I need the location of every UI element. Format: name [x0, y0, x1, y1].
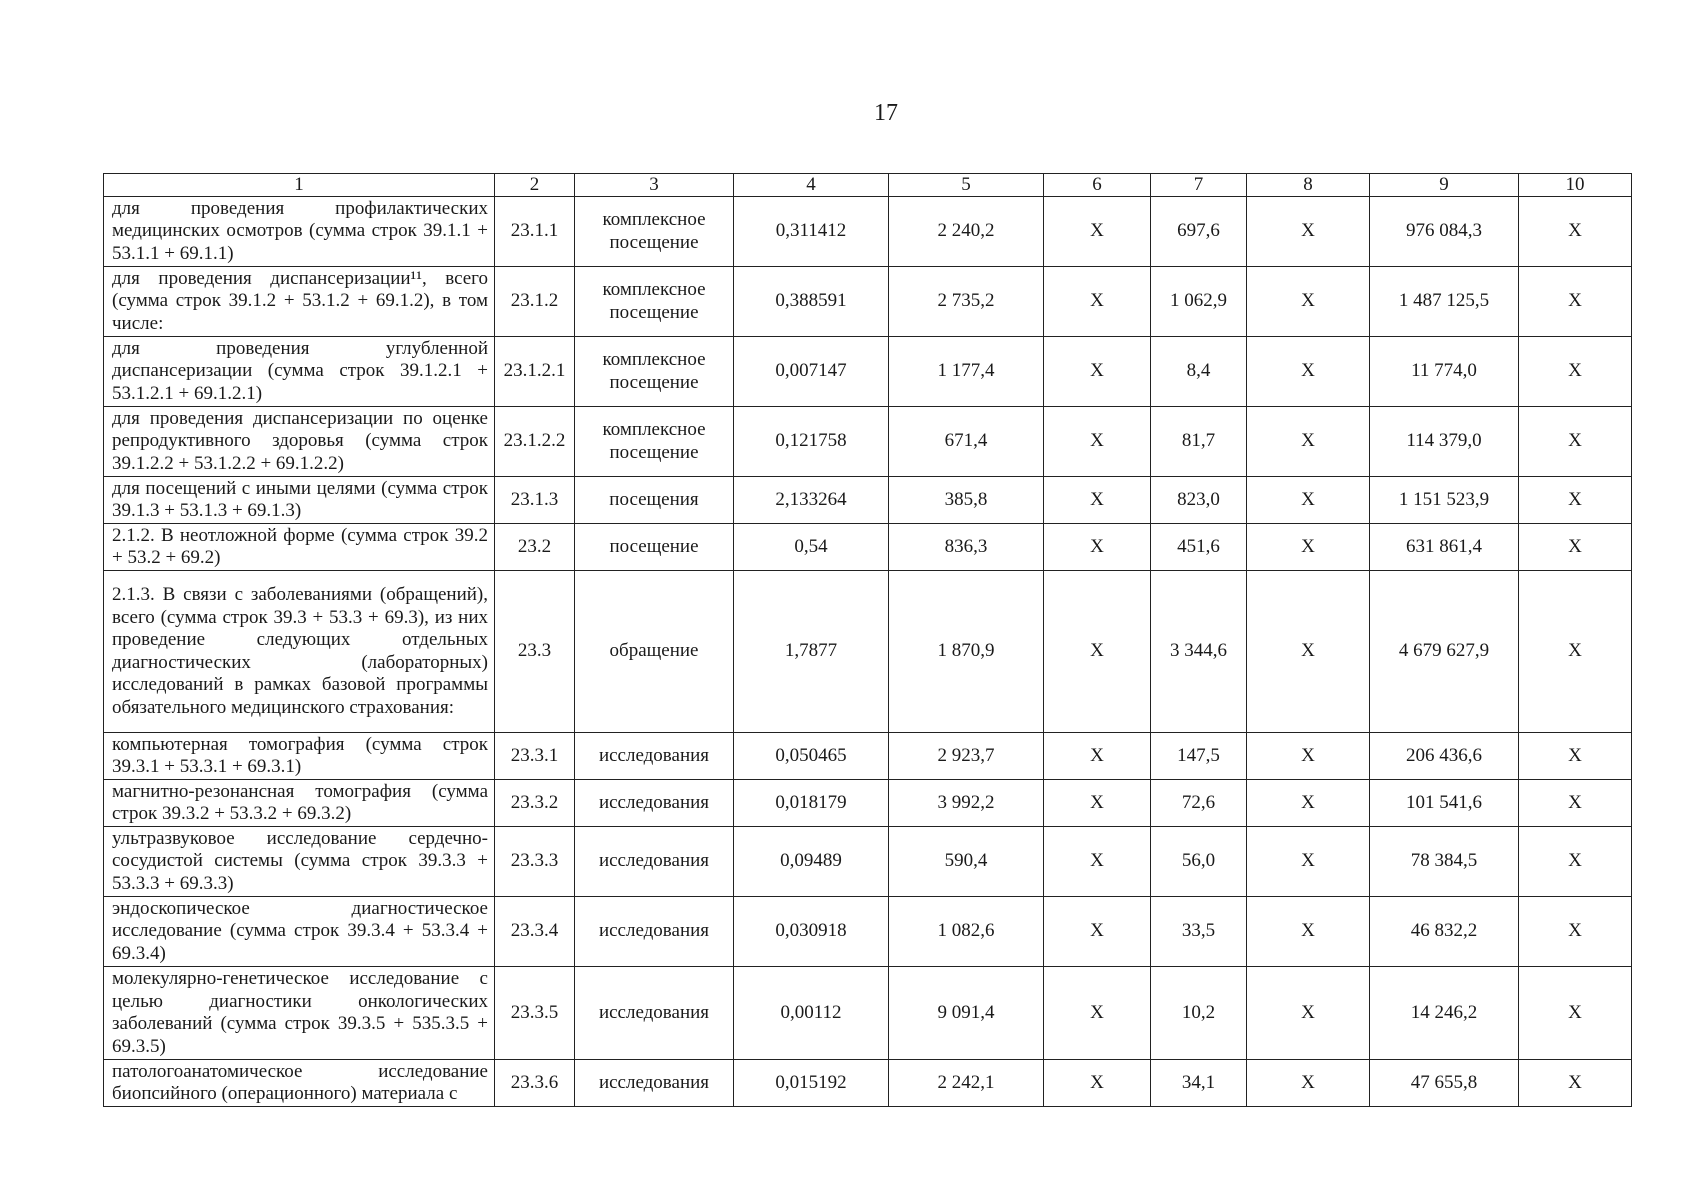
table-row [104, 733, 1632, 780]
table-row [104, 267, 1632, 337]
row-value-col6: X [1044, 827, 1151, 897]
row-description: магнитно-резонансная томография (сумма строк 39.3.2 + 53.3.2 + 69.3.2) [104, 780, 495, 827]
column-header: 9 [1370, 174, 1519, 197]
row-value-col7: 1 062,9 [1151, 267, 1247, 337]
row-value-col5: 2 735,2 [889, 267, 1044, 337]
row-value-col5: 671,4 [889, 407, 1044, 477]
row-value-col6: X [1044, 197, 1151, 267]
row-description: для посещений с иными целями (сумма строк 39.1.3 + 53.1.3 + 69.1.3) [104, 477, 495, 524]
row-number: 23.3.2 [495, 780, 575, 827]
row-value-col6: X [1044, 524, 1151, 571]
row-description: молекулярно-генетическое исследование с целью диагностики онкологических заболеваний (сумма строк 39.3.5 + 535.3.5 + 69.3.5) [104, 967, 495, 1060]
data-table [103, 173, 1632, 1107]
column-header: 5 [889, 174, 1044, 197]
row-value-col5: 590,4 [889, 827, 1044, 897]
row-value-col10: X [1519, 337, 1632, 407]
row-number: 23.2 [495, 524, 575, 571]
row-value-col4: 0,121758 [734, 407, 889, 477]
row-value-col7: 81,7 [1151, 407, 1247, 477]
row-value-col8: X [1247, 827, 1370, 897]
row-value-col10: X [1519, 477, 1632, 524]
row-value-col9: 114 379,0 [1370, 407, 1519, 477]
row-value-col8: X [1247, 897, 1370, 967]
row-value-col6: X [1044, 1060, 1151, 1107]
row-value-col4: 0,007147 [734, 337, 889, 407]
row-value-col9: 976 084,3 [1370, 197, 1519, 267]
row-value-col4: 0,09489 [734, 827, 889, 897]
row-value-col8: X [1247, 477, 1370, 524]
row-value-col5: 1 082,6 [889, 897, 1044, 967]
row-number: 23.3.5 [495, 967, 575, 1060]
row-value-col4: 0,018179 [734, 780, 889, 827]
row-value-col8: X [1247, 1060, 1370, 1107]
column-header: 7 [1151, 174, 1247, 197]
row-value-col8: X [1247, 407, 1370, 477]
row-value-col4: 0,030918 [734, 897, 889, 967]
row-value-col10: X [1519, 571, 1632, 733]
row-value-col5: 1 870,9 [889, 571, 1044, 733]
row-value-col8: X [1247, 197, 1370, 267]
row-value-col10: X [1519, 1060, 1632, 1107]
row-value-col9: 46 832,2 [1370, 897, 1519, 967]
row-value-col6: X [1044, 733, 1151, 780]
row-value-col6: X [1044, 967, 1151, 1060]
row-value-col9: 14 246,2 [1370, 967, 1519, 1060]
row-unit: исследования [575, 780, 734, 827]
row-value-col7: 34,1 [1151, 1060, 1247, 1107]
row-value-col10: X [1519, 897, 1632, 967]
row-number: 23.1.1 [495, 197, 575, 267]
row-value-col10: X [1519, 967, 1632, 1060]
row-value-col6: X [1044, 267, 1151, 337]
row-number: 23.3.3 [495, 827, 575, 897]
column-header: 2 [495, 174, 575, 197]
row-description: компьютерная томография (сумма строк 39.3.1 + 53.3.1 + 69.3.1) [104, 733, 495, 780]
row-value-col7: 10,2 [1151, 967, 1247, 1060]
row-value-col5: 2 242,1 [889, 1060, 1044, 1107]
table-row [104, 827, 1632, 897]
row-unit: исследования [575, 967, 734, 1060]
row-value-col4: 0,015192 [734, 1060, 889, 1107]
row-value-col4: 1,7877 [734, 571, 889, 733]
row-unit: посещения [575, 477, 734, 524]
row-value-col5: 3 992,2 [889, 780, 1044, 827]
row-value-col8: X [1247, 780, 1370, 827]
row-number: 23.3.1 [495, 733, 575, 780]
row-value-col4: 0,388591 [734, 267, 889, 337]
row-value-col5: 836,3 [889, 524, 1044, 571]
row-description: патологоанатомическое исследование биопсийного (операционного) материала с [104, 1060, 495, 1107]
row-value-col10: X [1519, 780, 1632, 827]
row-description: для проведения диспансеризации¹¹, всего (сумма строк 39.1.2 + 53.1.2 + 69.1.2), в том числе: [104, 267, 495, 337]
row-value-col9: 11 774,0 [1370, 337, 1519, 407]
row-unit: посещение [575, 524, 734, 571]
row-value-col5: 385,8 [889, 477, 1044, 524]
row-unit: исследования [575, 827, 734, 897]
row-unit: комплексное посещение [575, 197, 734, 267]
row-value-col4: 2,133264 [734, 477, 889, 524]
row-description: для проведения профилактических медицинских осмотров (сумма строк 39.1.1 + 53.1.1 + 69.1.1) [104, 197, 495, 267]
row-value-col4: 0,00112 [734, 967, 889, 1060]
row-value-col9: 1 487 125,5 [1370, 267, 1519, 337]
row-value-col7: 72,6 [1151, 780, 1247, 827]
row-description: эндоскопическое диагностическое исследование (сумма строк 39.3.4 + 53.3.4 + 69.3.4) [104, 897, 495, 967]
row-value-col10: X [1519, 407, 1632, 477]
row-value-col10: X [1519, 827, 1632, 897]
row-value-col9: 47 655,8 [1370, 1060, 1519, 1107]
table-row [104, 477, 1632, 524]
table-row [104, 967, 1632, 1060]
row-number: 23.3.6 [495, 1060, 575, 1107]
table-row [104, 337, 1632, 407]
row-value-col7: 8,4 [1151, 337, 1247, 407]
row-value-col8: X [1247, 524, 1370, 571]
row-value-col8: X [1247, 733, 1370, 780]
row-number: 23.1.2 [495, 267, 575, 337]
row-description: 2.1.3. В связи с заболеваниями (обращений), всего (сумма строк 39.3 + 53.3 + 69.3), из них проведение следующих отдельных диагностических (лабораторных) исследований в рамках базовой программы обязательного медицинского страхования: [104, 571, 495, 733]
row-unit: комплексное посещение [575, 407, 734, 477]
row-description: для проведения диспансеризации по оценке репродуктивного здоровья (сумма строк 39.1.2.2 + 53.1.2.2 + 69.1.2.2) [104, 407, 495, 477]
row-value-col7: 33,5 [1151, 897, 1247, 967]
row-value-col6: X [1044, 337, 1151, 407]
row-value-col5: 9 091,4 [889, 967, 1044, 1060]
row-value-col4: 0,311412 [734, 197, 889, 267]
row-value-col9: 78 384,5 [1370, 827, 1519, 897]
row-unit: исследования [575, 897, 734, 967]
page-number: 17 [874, 100, 898, 126]
row-unit: исследования [575, 1060, 734, 1107]
table-row [104, 571, 1632, 733]
row-value-col5: 2 240,2 [889, 197, 1044, 267]
column-header: 8 [1247, 174, 1370, 197]
row-value-col8: X [1247, 337, 1370, 407]
row-unit: комплексное посещение [575, 337, 734, 407]
row-value-col9: 206 436,6 [1370, 733, 1519, 780]
row-value-col9: 4 679 627,9 [1370, 571, 1519, 733]
row-value-col7: 823,0 [1151, 477, 1247, 524]
table-row [104, 780, 1632, 827]
row-value-col8: X [1247, 571, 1370, 733]
row-number: 23.1.2.2 [495, 407, 575, 477]
row-value-col10: X [1519, 524, 1632, 571]
table-row [104, 407, 1632, 477]
row-value-col9: 1 151 523,9 [1370, 477, 1519, 524]
row-unit: исследования [575, 733, 734, 780]
row-value-col5: 1 177,4 [889, 337, 1044, 407]
row-number: 23.1.2.1 [495, 337, 575, 407]
row-value-col6: X [1044, 407, 1151, 477]
table-header-row [104, 174, 1632, 197]
table-row [104, 197, 1632, 267]
row-value-col9: 631 861,4 [1370, 524, 1519, 571]
row-value-col6: X [1044, 571, 1151, 733]
row-number: 23.3.4 [495, 897, 575, 967]
row-number: 23.1.3 [495, 477, 575, 524]
column-header: 1 [104, 174, 495, 197]
row-description: ультразвуковое исследование сердечно-сосудистой системы (сумма строк 39.3.3 + 53.3.3 + 69.3.3) [104, 827, 495, 897]
row-value-col4: 0,54 [734, 524, 889, 571]
row-value-col7: 451,6 [1151, 524, 1247, 571]
row-value-col10: X [1519, 197, 1632, 267]
row-number: 23.3 [495, 571, 575, 733]
column-header: 3 [575, 174, 734, 197]
column-header: 10 [1519, 174, 1632, 197]
row-value-col6: X [1044, 897, 1151, 967]
column-header: 4 [734, 174, 889, 197]
row-value-col5: 2 923,7 [889, 733, 1044, 780]
row-description: 2.1.2. В неотложной форме (сумма строк 39.2 + 53.2 + 69.2) [104, 524, 495, 571]
row-value-col7: 697,6 [1151, 197, 1247, 267]
row-unit: обращение [575, 571, 734, 733]
table-row [104, 897, 1632, 967]
row-value-col9: 101 541,6 [1370, 780, 1519, 827]
row-value-col6: X [1044, 780, 1151, 827]
row-value-col7: 56,0 [1151, 827, 1247, 897]
row-value-col8: X [1247, 267, 1370, 337]
row-unit: комплексное посещение [575, 267, 734, 337]
row-value-col10: X [1519, 733, 1632, 780]
row-value-col8: X [1247, 967, 1370, 1060]
column-header: 6 [1044, 174, 1151, 197]
row-value-col7: 147,5 [1151, 733, 1247, 780]
row-value-col7: 3 344,6 [1151, 571, 1247, 733]
row-description: для проведения углубленной диспансеризации (сумма строк 39.1.2.1 + 53.1.2.1 + 69.1.2.1) [104, 337, 495, 407]
row-value-col4: 0,050465 [734, 733, 889, 780]
table-row [104, 1060, 1632, 1107]
table-row [104, 524, 1632, 571]
row-value-col10: X [1519, 267, 1632, 337]
row-value-col6: X [1044, 477, 1151, 524]
